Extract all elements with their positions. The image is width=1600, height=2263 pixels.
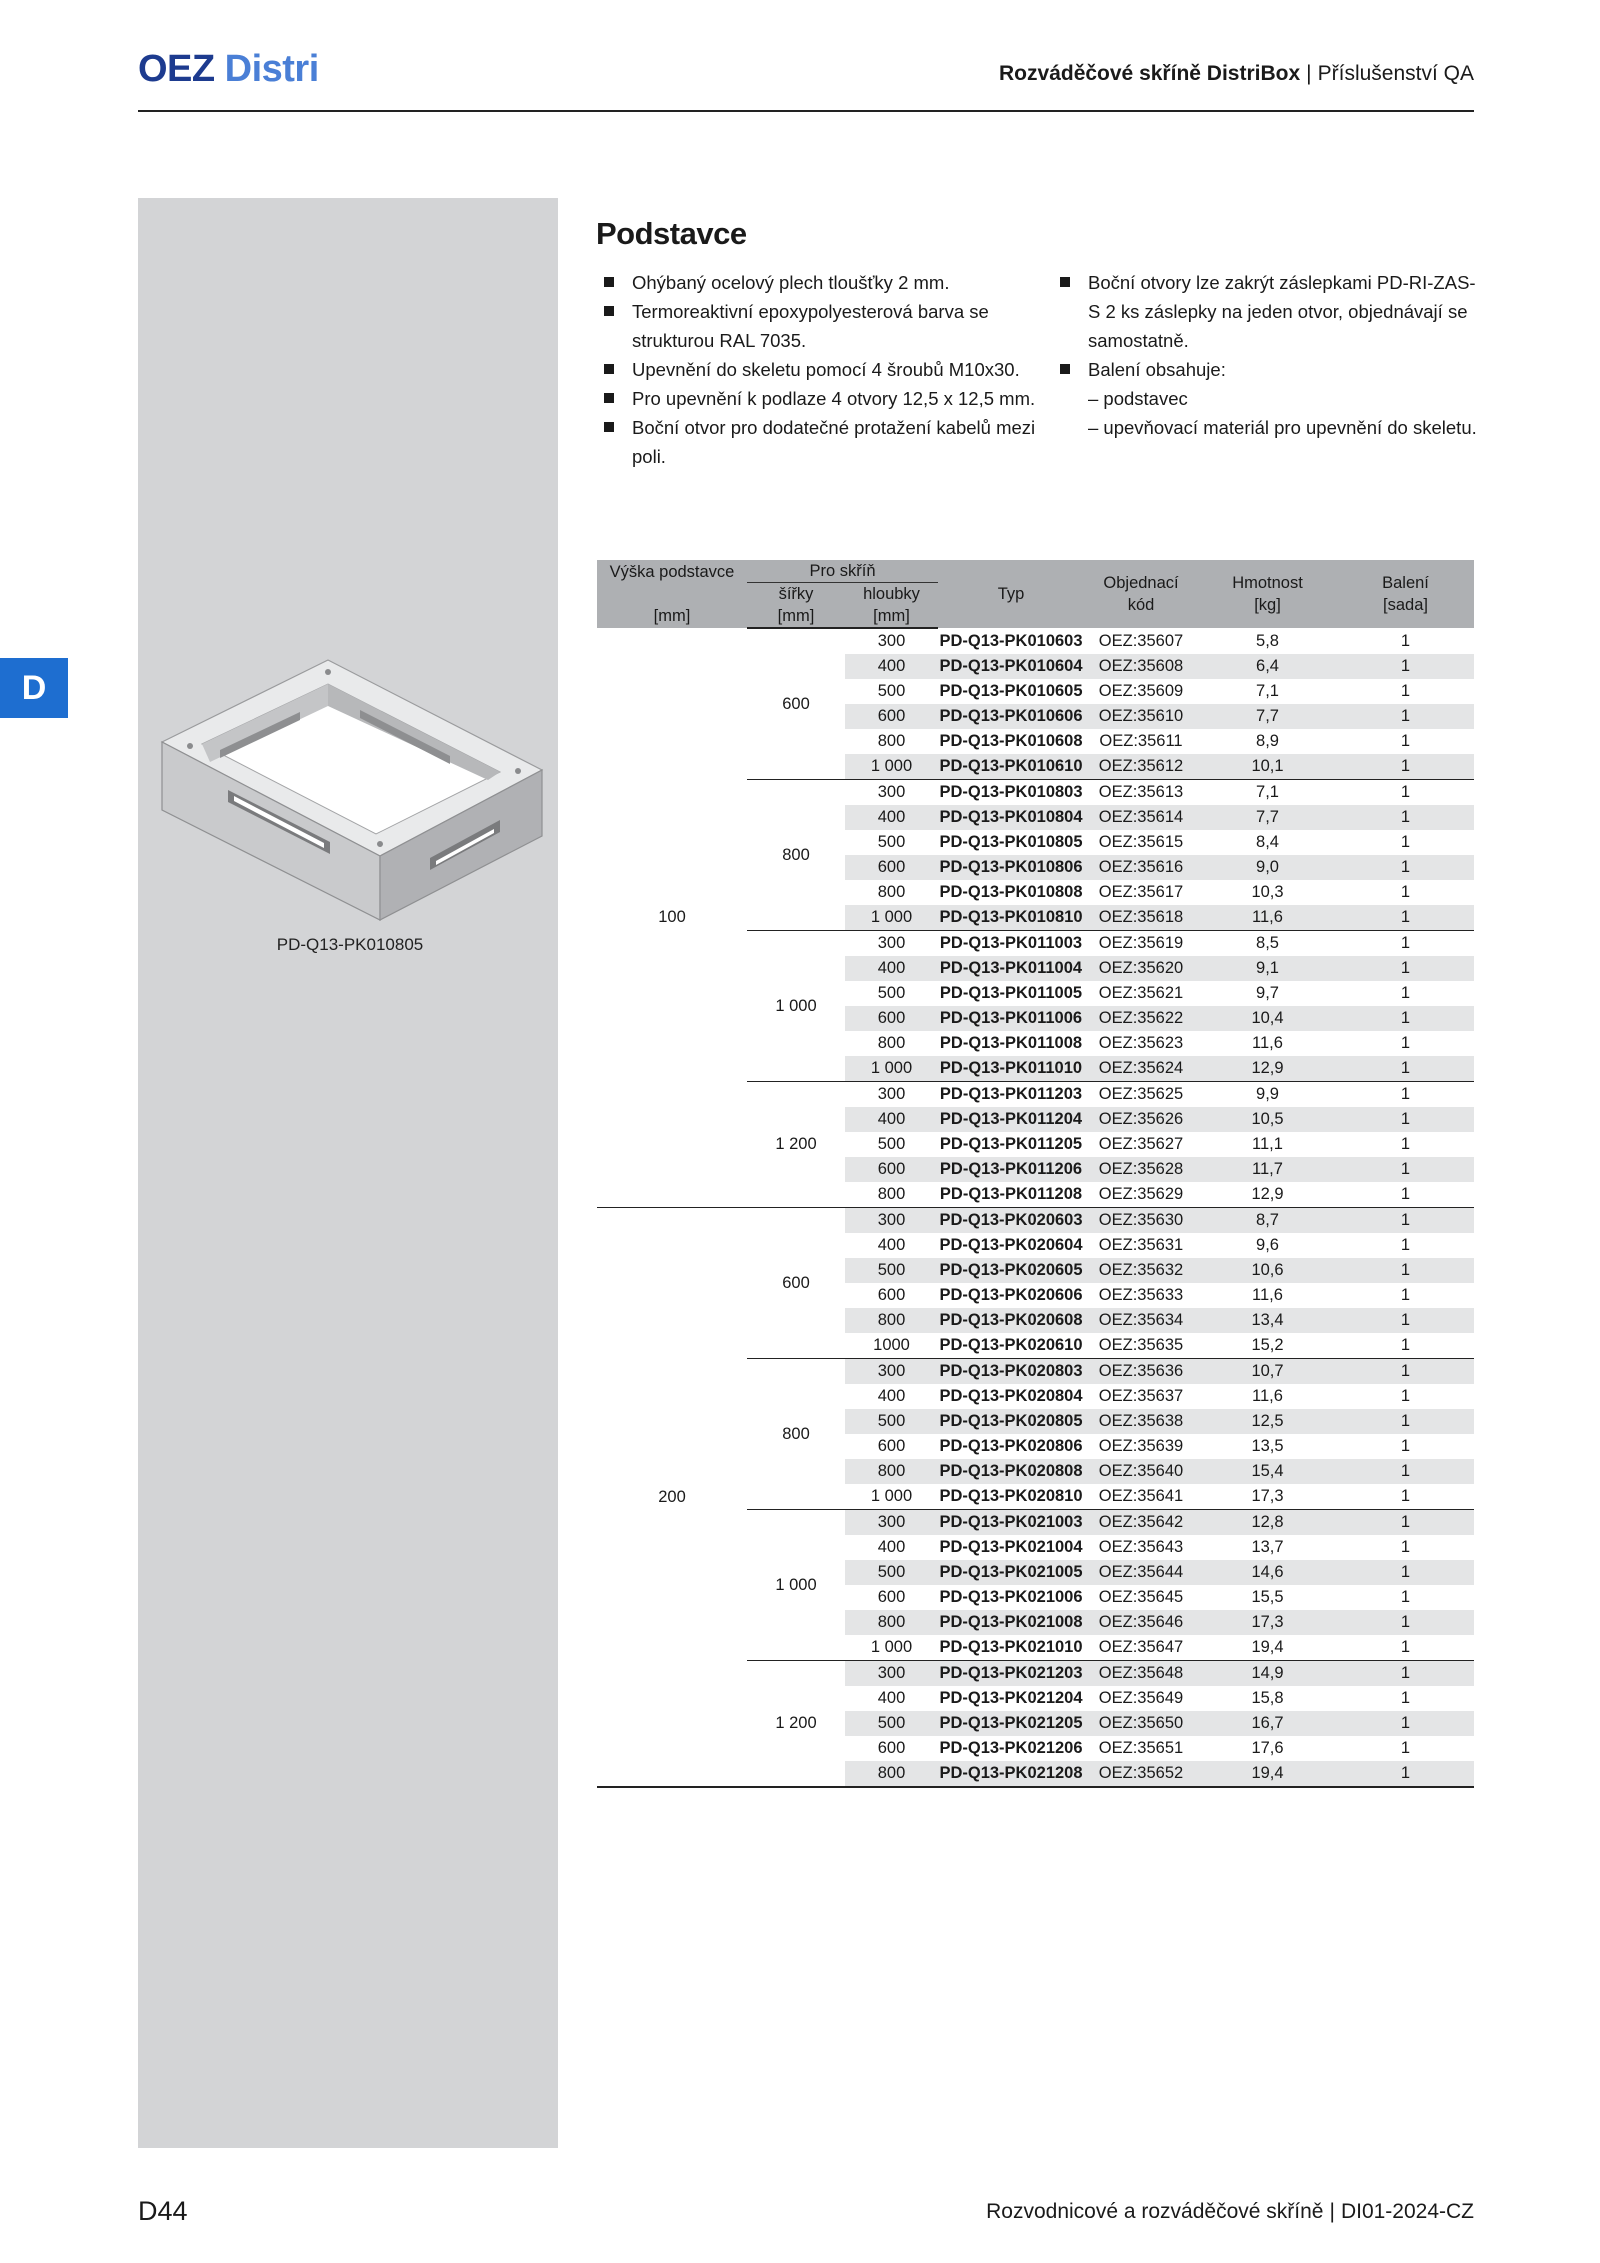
cell-hmotnost: 12,5 [1198, 1409, 1337, 1434]
cell-hloubka: 600 [845, 1157, 938, 1182]
cell-hmotnost: 5,8 [1256, 631, 1279, 650]
cell-hloubka: 300 [845, 1208, 938, 1234]
cell-baleni: 1 [1337, 1409, 1474, 1434]
cell-kod: OEZ:35650 [1084, 1711, 1198, 1736]
cell-baleni: 1 [1400, 833, 1411, 851]
cell-hloubka: 300 [877, 632, 906, 650]
cell-kod: OEZ:35627 [1098, 1135, 1184, 1153]
cell-baleni: 1 [1337, 905, 1474, 931]
cell-hloubka: 600 [845, 704, 938, 729]
cell-hloubka: 800 [877, 1034, 906, 1052]
cell-hloubka: 1 000 [845, 905, 938, 931]
cell-kod: OEZ:35646 [1084, 1610, 1198, 1635]
cell-hloubka: 400 [877, 1538, 906, 1556]
cell-sirka: 600 [747, 628, 845, 780]
cell-hloubka: 500 [845, 1409, 938, 1434]
cell-typ: PD-Q13-PK010806 [938, 855, 1084, 880]
cell-baleni: 1 [1400, 1336, 1411, 1354]
cell-baleni: 1 [1400, 1588, 1411, 1606]
cell-hloubka: 800 [877, 1185, 906, 1203]
cell-hmotnost: 8,9 [1256, 732, 1279, 750]
cell-baleni: 1 [1400, 1034, 1411, 1052]
cell-kod: OEZ:35626 [1084, 1107, 1198, 1132]
cell-baleni: 1 [1400, 1487, 1411, 1505]
cell-typ: PD-Q13-PK021204 [939, 1689, 1083, 1707]
cell-hloubka: 1 000 [845, 754, 938, 780]
cell-hmotnost: 7,1 [1256, 682, 1279, 700]
cell-kod: OEZ:35629 [1098, 1185, 1184, 1203]
header-catalog-title: Rozváděčové skříně DistriBox [999, 62, 1301, 85]
col-header-sirky-label: šířky [778, 585, 814, 603]
col-header-baleni [1337, 560, 1474, 628]
cell-hmotnost: 11,1 [1252, 1135, 1283, 1153]
cell-typ: PD-Q13-PK011205 [939, 1135, 1083, 1153]
feature-item: – upevňovací materiál pro upevnění do skeletu. [1088, 417, 1477, 438]
cell-hloubka: 400 [845, 956, 938, 981]
col-header-hloubky-label: hloubky [863, 585, 920, 603]
footer-catalog-name: Rozvodnicové a rozváděčové skříně [986, 2200, 1324, 2223]
cell-hloubka: 600 [877, 1437, 906, 1455]
cell-hmotnost: 8,5 [1198, 931, 1337, 957]
cell-kod: OEZ:35609 [1098, 682, 1184, 700]
cell-baleni: 1 [1400, 1739, 1411, 1757]
cell-baleni: 1 [1337, 1308, 1474, 1333]
cell-hloubka: 500 [845, 1258, 938, 1283]
cell-typ: PD-Q13-PK021205 [938, 1711, 1084, 1736]
cell-baleni: 1 [1400, 984, 1411, 1002]
cell-hloubka: 500 [845, 1560, 938, 1585]
col-header-hmotnost-line1: Hmotnost [1232, 574, 1303, 592]
cell-baleni: 1 [1337, 780, 1474, 806]
cell-hloubka: 300 [845, 1661, 938, 1687]
cell-hmotnost: 12,9 [1198, 1056, 1337, 1082]
cell-typ: PD-Q13-PK010803 [938, 780, 1084, 806]
spec-table-body [597, 628, 1474, 1787]
footer-separator: | [1329, 2200, 1335, 2223]
cell-hloubka: 300 [845, 780, 938, 806]
cell-hmotnost: 17,3 [1198, 1610, 1337, 1635]
cell-typ: PD-Q13-PK020810 [939, 1487, 1083, 1505]
cell-baleni: 1 [1337, 704, 1474, 729]
cell-sirka: 1 000 [747, 1510, 845, 1661]
feature-item: Boční otvory lze zakrýt záslepkami PD-RI-ZAS-S 2 ks záslepky na jeden otvor, objednávají se samostatně. [1052, 268, 1482, 355]
cell-hmotnost: 11,6 [1252, 1387, 1283, 1405]
product-image-base-frame [150, 650, 550, 930]
cell-baleni: 1 [1337, 1157, 1474, 1182]
side-panel [138, 198, 558, 2148]
cell-kod: OEZ:35608 [1084, 654, 1198, 679]
cell-kod: OEZ:35645 [1098, 1588, 1184, 1606]
cell-sirka: 1 200 [747, 1082, 845, 1208]
cell-typ: PD-Q13-PK011010 [938, 1056, 1084, 1082]
cell-vyska: 100 [597, 628, 747, 1208]
cell-hmotnost: 11,6 [1252, 1034, 1283, 1052]
cell-kod: OEZ:35652 [1084, 1761, 1198, 1787]
cell-baleni: 1 [1337, 754, 1474, 780]
cell-typ: PD-Q13-PK011204 [938, 1107, 1084, 1132]
cell-kod: OEZ:35621 [1098, 984, 1184, 1002]
cell-hloubka: 800 [877, 883, 906, 901]
cell-baleni: 1 [1337, 1006, 1474, 1031]
cell-typ: PD-Q13-PK011003 [938, 931, 1084, 957]
footer-doc-code: DI01-2024-CZ [1340, 2200, 1474, 2223]
cell-kod: OEZ:35634 [1084, 1308, 1198, 1333]
cell-kod: OEZ:35630 [1084, 1208, 1198, 1234]
cell-typ: PD-Q13-PK020603 [938, 1208, 1084, 1234]
cell-hloubka: 500 [877, 984, 906, 1002]
cell-hmotnost: 15,4 [1198, 1459, 1337, 1484]
col-header-sirky [747, 583, 845, 629]
cell-hloubka: 800 [845, 1459, 938, 1484]
cell-hmotnost: 9,7 [1256, 984, 1279, 1002]
cell-hloubka: 1 000 [845, 1056, 938, 1082]
cell-kod: OEZ:35639 [1098, 1437, 1184, 1455]
cell-kod: OEZ:35607 [1098, 631, 1184, 650]
page-title: Podstavce [596, 216, 747, 251]
footer-text [986, 2200, 1474, 2224]
col-header-hloubky-unit: [mm] [873, 607, 910, 625]
col-header-vyska-line2: [mm] [653, 607, 691, 625]
cell-baleni: 1 [1337, 1661, 1474, 1687]
cell-kod: OEZ:35614 [1084, 805, 1198, 830]
cell-typ: PD-Q13-PK011203 [938, 1082, 1084, 1108]
cell-typ: PD-Q13-PK021206 [939, 1739, 1083, 1757]
cell-kod: OEZ:35638 [1084, 1409, 1198, 1434]
cell-hmotnost: 10,4 [1198, 1006, 1337, 1031]
cell-kod: OEZ:35641 [1098, 1487, 1184, 1505]
cell-sirka: 1 200 [747, 1661, 845, 1788]
cell-typ: PD-Q13-PK011208 [939, 1185, 1083, 1203]
cell-typ: PD-Q13-PK010603 [939, 631, 1083, 650]
cell-hmotnost: 9,0 [1198, 855, 1337, 880]
cell-kod: OEZ:35618 [1084, 905, 1198, 931]
feature-list-right [1052, 268, 1482, 442]
cell-baleni: 1 [1400, 1135, 1411, 1153]
cell-typ: PD-Q13-PK010606 [938, 704, 1084, 729]
cell-typ: PD-Q13-PK011008 [939, 1034, 1083, 1052]
cell-hmotnost: 9,6 [1256, 1236, 1279, 1254]
cell-hmotnost: 6,4 [1198, 654, 1337, 679]
cell-baleni: 1 [1400, 1387, 1411, 1405]
cell-hmotnost: 8,7 [1198, 1208, 1337, 1234]
feature-list-left [596, 268, 1036, 471]
cell-typ: PD-Q13-PK011004 [938, 956, 1084, 981]
cell-kod: OEZ:35644 [1084, 1560, 1198, 1585]
cell-hloubka: 600 [877, 1286, 906, 1304]
cell-hloubka: 1 000 [870, 1487, 913, 1505]
cell-hmotnost: 17,3 [1251, 1487, 1284, 1505]
cell-hloubka: 600 [845, 855, 938, 880]
cell-kod: OEZ:35633 [1098, 1286, 1184, 1304]
cell-typ: PD-Q13-PK021003 [938, 1510, 1084, 1536]
cell-hmotnost: 9,1 [1198, 956, 1337, 981]
page-number: D44 [138, 2196, 188, 2226]
col-header-objednaci-line1: Objednací [1103, 574, 1179, 592]
cell-hloubka: 800 [845, 1610, 938, 1635]
cell-hmotnost: 13,7 [1251, 1538, 1284, 1556]
cell-typ: PD-Q13-PK021208 [938, 1761, 1084, 1787]
cell-typ: PD-Q13-PK020608 [938, 1308, 1084, 1333]
col-header-hloubky [845, 583, 938, 629]
cell-typ: PD-Q13-PK020805 [938, 1409, 1084, 1434]
product-image-caption: PD-Q13-PK010805 [276, 935, 424, 954]
cell-kod: OEZ:35643 [1098, 1538, 1184, 1556]
header-separator: | [1306, 62, 1312, 85]
cell-typ: PD-Q13-PK020605 [938, 1258, 1084, 1283]
cell-hmotnost: 13,5 [1251, 1437, 1284, 1455]
cell-baleni: 1 [1337, 1459, 1474, 1484]
cell-kod: OEZ:35647 [1098, 1638, 1184, 1656]
cell-baleni: 1 [1400, 1437, 1411, 1455]
cell-hmotnost: 7,1 [1198, 780, 1337, 806]
table-row [597, 628, 1474, 654]
cell-typ: PD-Q13-PK021006 [939, 1588, 1083, 1606]
cell-typ: PD-Q13-PK011006 [938, 1006, 1084, 1031]
col-header-pro-skrin: Pro skříň [747, 560, 938, 583]
cell-sirka: 1 000 [747, 931, 845, 1082]
cell-baleni: 1 [1337, 1610, 1474, 1635]
cell-baleni: 1 [1337, 1560, 1474, 1585]
cell-baleni: 1 [1337, 1107, 1474, 1132]
cell-hmotnost: 13,4 [1198, 1308, 1337, 1333]
cell-hmotnost: 15,8 [1251, 1689, 1284, 1707]
cell-hloubka: 500 [877, 682, 906, 700]
cell-baleni: 1 [1400, 631, 1411, 650]
cell-baleni: 1 [1400, 1689, 1411, 1707]
cell-kod: OEZ:35625 [1084, 1082, 1198, 1108]
cell-typ: PD-Q13-PK011206 [938, 1157, 1084, 1182]
cell-hloubka: 300 [845, 1082, 938, 1108]
cell-kod: OEZ:35615 [1098, 833, 1184, 851]
cell-sirka: 800 [747, 1359, 845, 1510]
header-title [999, 62, 1474, 86]
cell-hmotnost: 15,2 [1251, 1336, 1284, 1354]
cell-typ: PD-Q13-PK020606 [939, 1286, 1083, 1304]
cell-typ: PD-Q13-PK010808 [939, 883, 1083, 901]
cell-kod: OEZ:35613 [1084, 780, 1198, 806]
col-header-sirky-unit: [mm] [777, 607, 815, 625]
cell-typ: PD-Q13-PK020803 [938, 1359, 1084, 1385]
cell-baleni: 1 [1337, 1761, 1474, 1787]
cell-hloubka: 400 [845, 1107, 938, 1132]
cell-hmotnost: 14,6 [1198, 1560, 1337, 1585]
cell-hloubka: 500 [845, 1711, 938, 1736]
cell-vyska: 200 [597, 1208, 747, 1788]
cell-hmotnost: 19,4 [1251, 1638, 1284, 1656]
cell-hmotnost: 10,5 [1198, 1107, 1337, 1132]
cell-hmotnost: 10,6 [1198, 1258, 1337, 1283]
cell-hmotnost: 14,9 [1198, 1661, 1337, 1687]
cell-kod: OEZ:35648 [1084, 1661, 1198, 1687]
cell-hmotnost: 12,9 [1251, 1185, 1284, 1203]
header-divider [138, 110, 1474, 112]
cell-typ: PD-Q13-PK010810 [938, 905, 1084, 931]
cell-baleni: 1 [1337, 1082, 1474, 1108]
cell-hloubka: 300 [845, 931, 938, 957]
cell-kod: OEZ:35611 [1099, 732, 1183, 750]
col-header-vyska [597, 560, 747, 628]
cell-hmotnost: 10,7 [1198, 1359, 1337, 1385]
cell-baleni: 1 [1337, 855, 1474, 880]
cell-hloubka: 400 [877, 1387, 906, 1405]
cell-baleni: 1 [1400, 883, 1411, 901]
cell-typ: PD-Q13-PK010804 [938, 805, 1084, 830]
cell-typ: PD-Q13-PK020804 [939, 1387, 1083, 1405]
cell-hloubka: 300 [845, 1359, 938, 1385]
cell-baleni: 1 [1400, 1538, 1411, 1556]
cell-baleni: 1 [1337, 931, 1474, 957]
cell-kod: OEZ:35632 [1084, 1258, 1198, 1283]
cell-kod: OEZ:35622 [1084, 1006, 1198, 1031]
cell-hloubka: 600 [877, 1588, 906, 1606]
table-row [597, 1208, 1474, 1234]
cell-baleni: 1 [1400, 682, 1411, 700]
cell-hmotnost: 16,7 [1198, 1711, 1337, 1736]
col-header-baleni-line2: [sada] [1383, 596, 1428, 614]
cell-typ: PD-Q13-PK021004 [939, 1538, 1083, 1556]
cell-typ: PD-Q13-PK010805 [939, 833, 1083, 851]
cell-typ: PD-Q13-PK021008 [938, 1610, 1084, 1635]
cell-hloubka: 600 [845, 1006, 938, 1031]
cell-hloubka: 500 [877, 833, 906, 851]
cell-kod: OEZ:35624 [1084, 1056, 1198, 1082]
cell-hloubka: 1000 [873, 1336, 910, 1354]
cell-kod: OEZ:35612 [1084, 754, 1198, 780]
cell-hloubka: 800 [845, 1761, 938, 1787]
cell-baleni: 1 [1337, 956, 1474, 981]
cell-typ: PD-Q13-PK021010 [939, 1638, 1083, 1656]
cell-hmotnost: 11,6 [1252, 1286, 1283, 1304]
cell-baleni: 1 [1400, 1286, 1411, 1304]
cell-kod: OEZ:35651 [1098, 1739, 1184, 1757]
cell-baleni: 1 [1400, 732, 1411, 750]
cell-baleni: 1 [1337, 1258, 1474, 1283]
cell-typ: PD-Q13-PK020806 [939, 1437, 1083, 1455]
cell-typ: PD-Q13-PK021203 [938, 1661, 1084, 1687]
cell-hmotnost: 10,1 [1198, 754, 1337, 780]
logo-oez: OEZ [138, 48, 215, 90]
cell-hloubka: 400 [877, 1236, 906, 1254]
cell-hloubka: 800 [877, 732, 906, 750]
cell-hmotnost: 11,6 [1198, 905, 1337, 931]
cell-kod: OEZ:35635 [1098, 1336, 1184, 1354]
cell-baleni: 1 [1337, 1711, 1474, 1736]
brand-logo [138, 48, 319, 91]
cell-hmotnost: 7,7 [1198, 704, 1337, 729]
cell-baleni: 1 [1400, 1236, 1411, 1254]
cell-typ: PD-Q13-PK010605 [939, 682, 1083, 700]
cell-hmotnost: 11,7 [1198, 1157, 1337, 1182]
header-section-title: Příslušenství QA [1317, 62, 1474, 85]
cell-typ: PD-Q13-PK020610 [939, 1336, 1083, 1354]
cell-baleni: 1 [1400, 1638, 1411, 1656]
feature-item: – podstavec [1088, 388, 1188, 409]
cell-baleni: 1 [1337, 805, 1474, 830]
col-header-vyska-line1: Výška podstavce [609, 563, 735, 581]
col-header-typ: Typ [938, 560, 1084, 628]
cell-typ: PD-Q13-PK020808 [938, 1459, 1084, 1484]
cell-typ: PD-Q13-PK020604 [939, 1236, 1083, 1254]
cell-kod: OEZ:35649 [1098, 1689, 1184, 1707]
cell-hmotnost: 12,8 [1198, 1510, 1337, 1536]
logo-distri: Distri [224, 48, 319, 90]
feature-item: Termoreaktivní epoxypolyesterová barva se strukturou RAL 7035. [596, 297, 1036, 355]
cell-kod: OEZ:35617 [1098, 883, 1184, 901]
cell-baleni: 1 [1337, 1359, 1474, 1385]
cell-typ: PD-Q13-PK010604 [938, 654, 1084, 679]
cell-baleni: 1 [1337, 1056, 1474, 1082]
col-header-objednaci-line2: kód [1127, 596, 1155, 614]
cell-hloubka: 400 [845, 805, 938, 830]
spec-table [597, 560, 1474, 1788]
cell-baleni: 1 [1337, 1510, 1474, 1536]
col-header-hmotnost-line2: [kg] [1254, 596, 1281, 614]
feature-item: Ohýbaný ocelový plech tloušťky 2 mm. [596, 268, 1036, 297]
feature-item: Balení obsahuje: [1052, 355, 1482, 384]
cell-baleni: 1 [1337, 1208, 1474, 1234]
cell-typ: PD-Q13-PK010608 [939, 732, 1083, 750]
feature-item: Boční otvor pro dodatečné protažení kabelů mezi poli. [596, 413, 1036, 471]
cell-kod: OEZ:35636 [1084, 1359, 1198, 1385]
cell-hloubka: 1 000 [870, 1638, 913, 1656]
cell-sirka: 800 [747, 780, 845, 931]
col-header-hmotnost [1198, 560, 1337, 628]
cell-typ: PD-Q13-PK021005 [938, 1560, 1084, 1585]
cell-kod: OEZ:35637 [1098, 1387, 1184, 1405]
feature-item: Upevnění do skeletu pomocí 4 šroubů M10x30. [596, 355, 1036, 384]
cell-kod: OEZ:35623 [1098, 1034, 1184, 1052]
cell-hloubka: 500 [877, 1135, 906, 1153]
section-tab: D [0, 658, 68, 718]
cell-hmotnost: 15,5 [1251, 1588, 1284, 1606]
cell-hmotnost: 17,6 [1251, 1739, 1284, 1757]
cell-hloubka: 300 [845, 1510, 938, 1536]
cell-kod: OEZ:35619 [1084, 931, 1198, 957]
cell-kod: OEZ:35628 [1084, 1157, 1198, 1182]
cell-typ: PD-Q13-PK011005 [939, 984, 1083, 1002]
cell-kod: OEZ:35631 [1098, 1236, 1184, 1254]
cell-hmotnost: 19,4 [1198, 1761, 1337, 1787]
feature-item: Pro upevnění k podlaze 4 otvory 12,5 x 12,5 mm. [596, 384, 1036, 413]
cell-hmotnost: 8,4 [1256, 833, 1279, 851]
cell-sirka: 600 [747, 1208, 845, 1359]
col-header-baleni-line1: Balení [1382, 574, 1429, 592]
cell-hmotnost: 7,7 [1198, 805, 1337, 830]
cell-hmotnost: 10,3 [1251, 883, 1284, 901]
cell-hmotnost: 9,9 [1198, 1082, 1337, 1108]
cell-kod: OEZ:35640 [1084, 1459, 1198, 1484]
cell-hloubka: 800 [845, 1308, 938, 1333]
cell-kod: OEZ:35616 [1084, 855, 1198, 880]
cell-baleni: 1 [1400, 1185, 1411, 1203]
cell-kod: OEZ:35642 [1084, 1510, 1198, 1536]
cell-hloubka: 400 [845, 654, 938, 679]
cell-kod: OEZ:35620 [1084, 956, 1198, 981]
cell-hloubka: 400 [877, 1689, 906, 1707]
cell-kod: OEZ:35610 [1084, 704, 1198, 729]
cell-baleni: 1 [1337, 654, 1474, 679]
col-header-objednaci [1084, 560, 1198, 628]
cell-typ: PD-Q13-PK010610 [938, 754, 1084, 780]
cell-hloubka: 600 [877, 1739, 906, 1757]
